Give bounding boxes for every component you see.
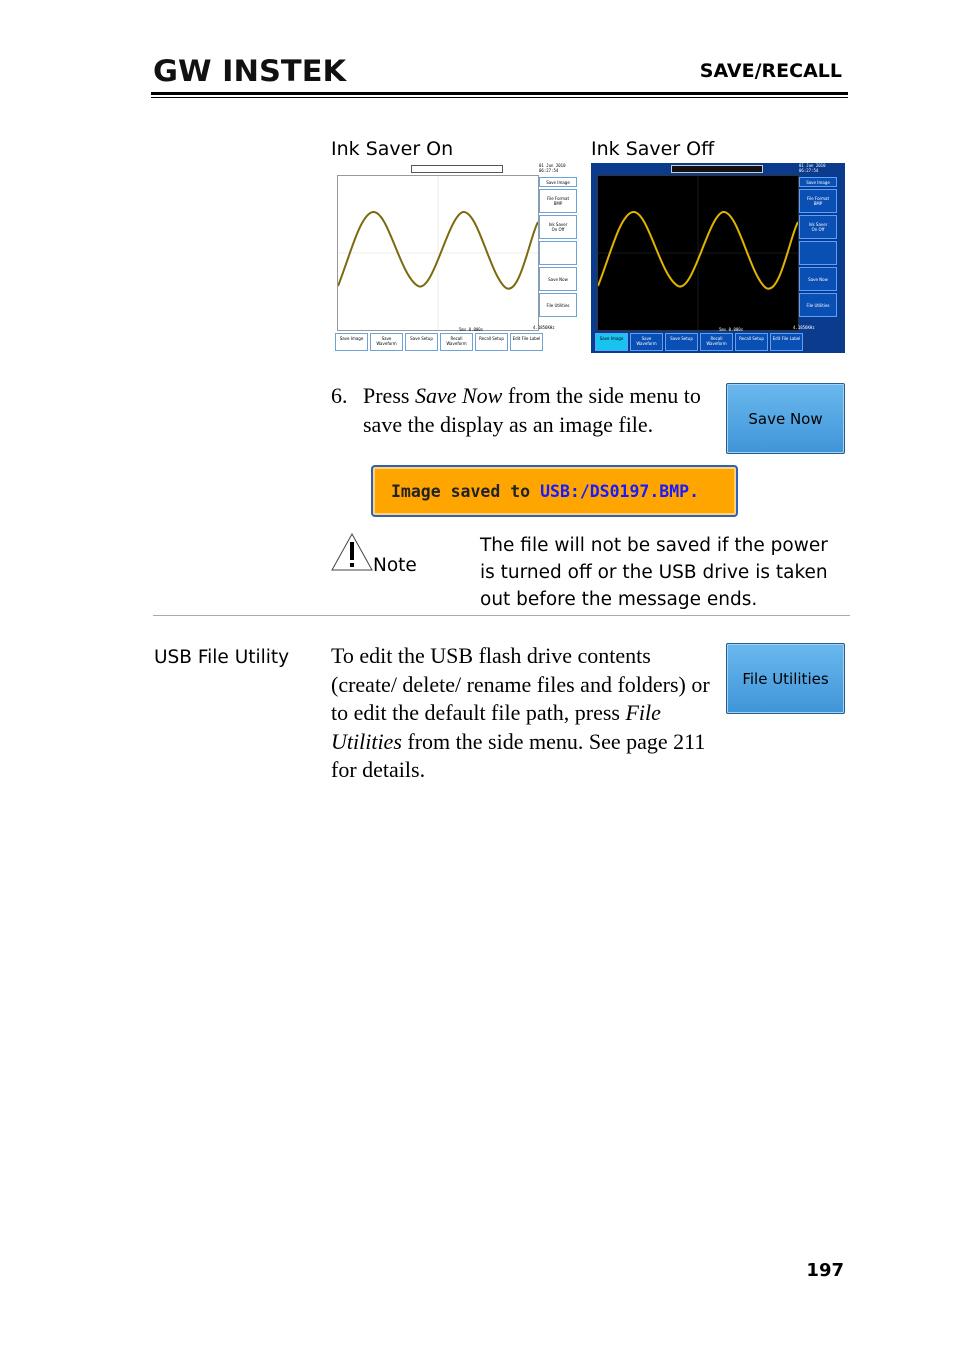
side-menu — [799, 177, 837, 319]
section-divider — [153, 615, 850, 616]
date-box: 01 Jun 2010 06:27:54 — [799, 163, 826, 173]
waveform-plot — [338, 176, 538, 330]
memory-bar — [671, 165, 763, 173]
bottom-menu-save-setup[interactable]: Save Setup — [405, 333, 438, 351]
bottom-menu-save-waveform[interactable]: Save Waveform — [630, 333, 663, 351]
ink-saver-off-caption: Ink Saver Off — [591, 138, 715, 160]
frequency-readout: 4.1856KHz — [533, 325, 555, 330]
scope-screenshot-ink-off — [591, 163, 845, 353]
side-menu-ink-saver[interactable]: Ink Saver On Off — [799, 215, 837, 239]
bottom-menu-edit-file-label[interactable]: Edit File Label — [510, 333, 543, 351]
side-menu-save-image[interactable]: Save Image — [539, 177, 577, 187]
section-title: SAVE/RECALL — [699, 60, 842, 82]
header-rule — [151, 92, 848, 95]
note-text: The file will not be saved if the power is turned off or the USB drive is taken out before the message ends. — [480, 535, 828, 610]
step-6-text: Press Save Now from the side menu to save the display as an image file. — [363, 383, 701, 437]
bottom-menu-recall-waveform[interactable]: Recall Waveform — [700, 333, 733, 351]
ink-saver-on-caption: Ink Saver On — [331, 138, 454, 160]
side-menu-empty — [539, 241, 577, 265]
scope-screenshot-ink-on — [331, 163, 583, 353]
waveform-plot — [598, 176, 798, 330]
side-menu — [539, 177, 577, 319]
side-menu-save-now[interactable]: Save Now — [799, 267, 837, 291]
bottom-menu — [595, 333, 803, 351]
date-box: 01 Jun 2010 06:27:54 — [539, 163, 566, 173]
image-saved-message: Image saved to USB:/DS0197.BMP. — [371, 465, 738, 517]
usb-file-utility-label: USB File Utility — [154, 647, 290, 668]
bottom-menu — [335, 333, 543, 351]
bottom-menu-recall-waveform[interactable]: Recall Waveform — [440, 333, 473, 351]
timebase-status: 5ms 0.000s — [459, 327, 484, 332]
side-menu-file-format[interactable]: File Format BMP — [539, 189, 577, 213]
warning-triangle-icon — [330, 532, 374, 572]
usb-file-utility-text: To edit the USB flash drive contents (create/ delete/ rename files and folders) or to edit the default file path, press File Utilities from the side menu. See page 211 for details. — [331, 643, 710, 782]
waveform-area — [597, 175, 799, 331]
side-menu-empty — [799, 241, 837, 265]
bottom-menu-save-waveform[interactable]: Save Waveform — [370, 333, 403, 351]
page-number: 197 — [806, 1260, 844, 1281]
frequency-readout: 4.1856KHz — [793, 325, 815, 330]
step-number: 6. — [331, 383, 348, 408]
save-now-button-image: Save Now — [726, 383, 845, 454]
side-menu-file-format[interactable]: File Format BMP — [799, 189, 837, 213]
brand-logo: GW INSTEK — [153, 54, 347, 88]
side-menu-ink-saver[interactable]: Ink Saver On Off — [539, 215, 577, 239]
note-label: Note — [373, 555, 417, 576]
timebase-status: 5ms 0.000s — [719, 327, 744, 332]
file-utilities-button-image: File Utilities — [726, 643, 845, 714]
side-menu-file-utilities[interactable]: File Utilities — [799, 293, 837, 317]
side-menu-save-now[interactable]: Save Now — [539, 267, 577, 291]
side-menu-save-image[interactable]: Save Image — [799, 177, 837, 187]
bottom-menu-edit-file-label[interactable]: Edit File Label — [770, 333, 803, 351]
memory-bar — [411, 165, 503, 173]
bottom-menu-recall-setup[interactable]: Recall Setup — [475, 333, 508, 351]
bottom-menu-save-image[interactable]: Save Image — [335, 333, 368, 351]
side-menu-file-utilities[interactable]: File Utilities — [539, 293, 577, 317]
bottom-menu-save-image[interactable]: Save Image — [595, 333, 628, 351]
bottom-menu-save-setup[interactable]: Save Setup — [665, 333, 698, 351]
header-rule-thin — [151, 97, 848, 98]
bottom-menu-recall-setup[interactable]: Recall Setup — [735, 333, 768, 351]
waveform-area — [337, 175, 539, 331]
